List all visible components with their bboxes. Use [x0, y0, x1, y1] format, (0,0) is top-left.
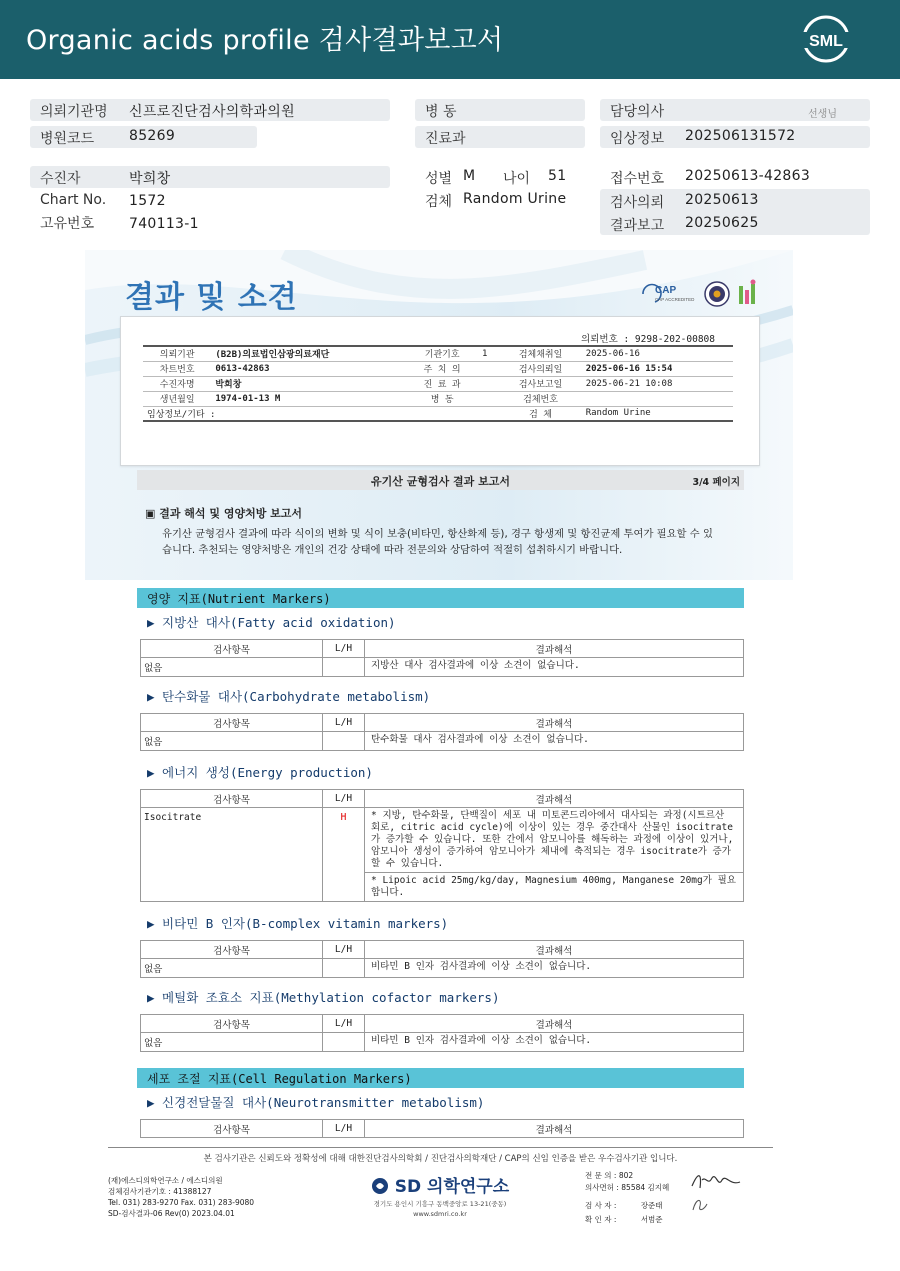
request-field-value	[478, 391, 499, 406]
lab-symbol-icon	[739, 280, 756, 305]
request-row	[143, 406, 733, 421]
section-energy-production: ▶ 에너지 생성(Energy production)	[147, 765, 373, 780]
unique-id-value: 740113-1	[129, 216, 199, 232]
result-table-neurotransmitter: 검사항목 L/H 결과해석	[140, 1119, 744, 1138]
cap-logo	[643, 285, 695, 302]
chart-no-label: Chart No.	[40, 192, 107, 208]
result-table-energy: 검사항목 L/H 결과해석 Isocitrate H * 지방, 탄수화물, 단백질이 세포 내 미토콘드리아에서 대사되는 과정(시트르산 회로, citric acid cycle)에 이상이 있는 경우 중간대사 산물인 isocitrate가 증가할 수 있습니다. 또한 간에서 암모니아를 해독하는 과정에 이상이 있거나, 암모니아 생성이 증가하여 암모니아가 체내에 축적되는 경우 isocitrate가 증가할 수 있습니다. * Lipoic acid 25mg/kg/day, Magnesium 400mg, Manganese 20mg가 필요합니다.	[140, 789, 744, 902]
table-row: 없음 탄수화물 대사 검사결과에 이상 소견이 없습니다.	[141, 732, 744, 751]
table-row: 없음 비타민 B 인자 검사결과에 이상 소견이 없습니다.	[141, 1033, 744, 1052]
specimen-value: Random Urine	[582, 406, 733, 421]
specimen-value: Random Urine	[463, 191, 567, 207]
receipt-no-label: 접수번호	[610, 171, 665, 187]
page-indicator: 3/4 페이지	[692, 477, 740, 488]
report-image	[85, 250, 793, 1150]
request-field-label: 검체번호	[499, 391, 581, 406]
sd-logo-text: SD 의학연구소	[370, 1172, 510, 1197]
signatory-row: 전 문 의 : 802	[585, 1171, 634, 1180]
request-field-label: 수진자명	[143, 376, 211, 391]
report-header	[0, 0, 900, 79]
interpretation-title: ▣ 결과 해석 및 영양처방 보고서	[145, 507, 303, 520]
age-value: 51	[548, 168, 567, 184]
receipt-no-value: 20250613-42863	[685, 168, 811, 184]
request-field-label: 진 료 과	[406, 376, 478, 391]
request-field-value: 0613-42863	[211, 361, 406, 376]
result-table-fatty-acid	[140, 639, 744, 677]
request-field-value: 박희창	[211, 376, 406, 391]
request-field-label: 검사보고일	[499, 376, 581, 391]
request-field-label: 의뢰기관	[143, 346, 211, 361]
result-section-title: 결과 및 소견	[125, 280, 298, 315]
referring-institution-value: 신프로진단검사의학과의원	[129, 104, 295, 120]
table-row: * Lipoic acid 25mg/kg/day, Magnesium 400mg, Manganese 20mg가 필요합니다.	[141, 873, 744, 902]
request-field-label: 기관기호	[406, 346, 478, 361]
request-row	[143, 376, 733, 391]
signatory-row: 의사면허 : 85584 김지혜	[585, 1183, 670, 1192]
svg-text:CAP: CAP	[655, 285, 677, 296]
table-row: 없음 지방산 대사 검사결과에 이상 소견이 없습니다.	[141, 658, 744, 677]
request-field-label: 차트번호	[143, 361, 211, 376]
category-label: 세포 조절 지표(Cell Regulation Markers)	[147, 1072, 412, 1086]
doctor-signature	[688, 1168, 744, 1194]
clinical-info-label: 임상정보/기타 :	[143, 406, 499, 421]
request-info-table	[143, 345, 733, 422]
request-field-value: 1974-01-13 M	[211, 391, 406, 406]
request-field-label: 병 동	[406, 391, 478, 406]
signatory-row: 검 사 자 : 장준태	[585, 1201, 663, 1210]
report-date-label: 결과보고	[610, 218, 665, 234]
section-neurotransmitter: ▶ 신경전달물질 대사(Neurotransmitter metabolism)	[147, 1095, 485, 1110]
col-interpretation: 결과해석	[365, 640, 744, 658]
doctor-suffix: 선생님	[808, 109, 837, 120]
request-field-label: 검사의뢰일	[499, 361, 581, 376]
request-number: 의뢰번호 : 9298-202-00808	[581, 334, 715, 345]
section-carbohydrate: ▶ 탄수화물 대사(Carbohydrate metabolism)	[147, 689, 431, 704]
request-field-value: 2025-06-16 15:54	[582, 361, 733, 376]
sml-logo-text: SML	[809, 33, 843, 50]
lab-contact-info: (재)에스디의학연구소 / 에스디의원 검체검사기관기호 : 41388127 Tel. 031) 283-9270 Fax. 031) 283-9080 SD-검사결과-06 Rev(0) 2023.04.01	[108, 1176, 255, 1218]
result-table-carbohydrate: 검사항목 L/H 결과해석 없음 탄수화물 대사 검사결과에 이상 소견이 없습니다.	[140, 713, 744, 751]
request-date-value: 20250613	[685, 192, 759, 208]
sex-label: 성별	[425, 171, 453, 187]
section-b-vitamin: ▶ 비타민 B 인자(B-complex vitamin markers)	[147, 916, 449, 931]
clinical-info-label: 임상정보	[610, 131, 665, 147]
section-fatty-acid: ▶ 지방산 대사(Fatty acid oxidation)	[147, 615, 396, 630]
clinical-info-value: 202506131572	[685, 128, 796, 144]
sml-logo	[800, 13, 852, 65]
specimen-label: 검 체	[499, 406, 581, 421]
cap-label: CAP ACCREDITED	[655, 297, 695, 302]
lab-website: www.sdmri.co.kr	[413, 1210, 467, 1218]
info-row-bg	[30, 166, 390, 188]
category-bar-cell-regulation	[137, 1068, 744, 1088]
kslm-seal-icon	[705, 282, 729, 306]
referring-institution-label: 의뢰기관명	[40, 104, 108, 120]
attending-doctor-label: 담당의사	[610, 104, 665, 120]
request-info-box	[120, 316, 760, 466]
request-field-label: 주 치 의	[406, 361, 478, 376]
category-label: 영양 지표(Nutrient Markers)	[147, 592, 331, 606]
sex-value: M	[463, 168, 476, 184]
request-field-value	[478, 361, 499, 376]
request-field-label: 검체채취일	[499, 346, 581, 361]
ward-label: 병 동	[425, 104, 457, 120]
report-band-title: 유기산 균형검사 결과 보고서	[371, 475, 510, 488]
hospital-code-label: 병원코드	[40, 131, 95, 147]
category-bar-nutrient	[137, 588, 744, 608]
sd-lab-logo	[370, 1172, 510, 1218]
lab-address: 경기도 용인시 기흥구 동백중앙로 13-21(중동)	[373, 1200, 507, 1208]
request-field-value: 2025-06-16	[582, 346, 733, 361]
request-field-label: 생년월일	[143, 391, 211, 406]
patient-name-value: 박희창	[129, 171, 171, 187]
request-row	[143, 346, 733, 361]
specimen-label: 검체	[425, 194, 453, 210]
request-field-value	[478, 376, 499, 391]
signatories	[585, 1170, 669, 1226]
col-test-item: 검사항목	[141, 640, 323, 658]
section-methylation: ▶ 메틸화 조효소 지표(Methylation cofactor markers)	[147, 990, 500, 1005]
col-lh: L/H	[323, 640, 365, 658]
table-row: 없음 비타민 B 인자 검사결과에 이상 소견이 없습니다.	[141, 959, 744, 978]
table-row: Isocitrate H * 지방, 탄수화물, 단백질이 세포 내 미토콘드리아에서 대사되는 과정(시트르산 회로, citric acid cycle)에 이상이 있는 경우 중간대사 산물인 isocitrate가 증가할 수 있습니다. 또한 간에서 암모니아를 해독하는 과정에 이상이 있거나, 암모니아 생성이 증가하여 암모니아가 체내에 축적되는 경우 isocitrate가 증가할 수 있습니다.	[141, 808, 744, 873]
request-row	[143, 361, 733, 376]
request-row	[143, 391, 733, 406]
request-field-value: (B2B)의료법인삼광의료재단	[211, 346, 406, 361]
footer-divider	[108, 1147, 773, 1148]
request-field-value	[582, 391, 733, 406]
age-label: 나이	[503, 171, 531, 187]
sd-logo-icon	[371, 1177, 389, 1195]
report-title-band	[137, 470, 744, 490]
certification-logos	[641, 278, 761, 310]
department-label: 진료과	[425, 131, 466, 147]
interpretation-body: 유기산 균형검사 결과에 따라 식이의 변화 및 식이 보충(비타민, 항산화제 등), 경구 항생제 및 항진균제 투여가 필요할 수 있습니다. 추천되는 영양처방은 개인의 건강 상태에 따라 전문의와 상담하여 적절히 섭취하시기 바랍니다.	[162, 528, 713, 556]
result-table-b-vitamin: 검사항목 L/H 결과해석 없음 비타민 B 인자 검사결과에 이상 소견이 없습니다.	[140, 940, 744, 978]
patient-name-label: 수진자	[40, 171, 81, 187]
report-date-value: 20250625	[685, 215, 759, 231]
unique-id-label: 고유번호	[40, 216, 95, 232]
hospital-code-value: 85269	[129, 128, 176, 144]
request-field-value: 2025-06-21 10:08	[582, 376, 733, 391]
chart-no-value: 1572	[129, 193, 166, 209]
result-table-methylation: 검사항목 L/H 결과해석 없음 비타민 B 인자 검사결과에 이상 소견이 없습니다.	[140, 1014, 744, 1052]
checker-signature	[690, 1196, 710, 1214]
page-title: Organic acids profile 검사결과보고서	[26, 25, 504, 56]
accreditation-note: 본 검사기관은 신뢰도와 정확성에 대해 대한진단검사의학회 / 진단검사의학재단 / CAP의 신임 인증을 받은 우수검사기관 입니다.	[203, 1154, 678, 1164]
signatory-row: 확 인 자 : 서범준	[585, 1215, 663, 1224]
request-date-label: 검사의뢰	[610, 195, 665, 211]
request-field-value: 1	[478, 346, 499, 361]
